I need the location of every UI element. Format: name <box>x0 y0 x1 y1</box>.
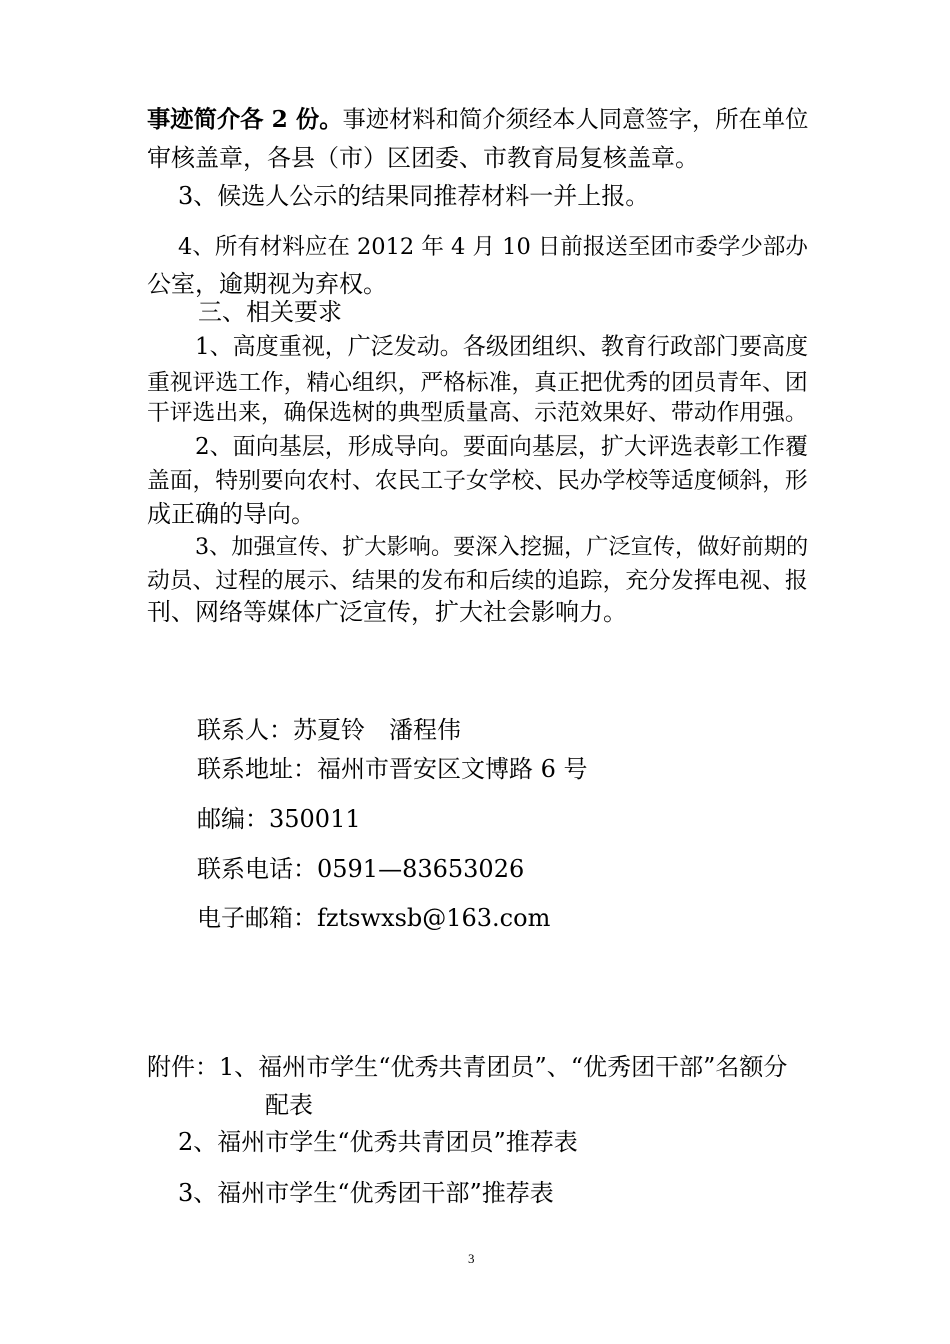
contact-phone: 联系电话：0591—83653026 <box>197 855 525 883</box>
attachment-2: 2、福州市学生“优秀共青团员”推荐表 <box>178 1128 578 1156</box>
req3-line3: 刊、网络等媒体广泛宣传，扩大社会影响力。 <box>147 598 627 626</box>
contact-person: 联系人：苏夏铃 潘程伟 <box>197 716 461 744</box>
para1-line2: 审核盖章，各县（市）区团委、市教育局复核盖章。 <box>147 144 699 172</box>
req3-line1: 3、加强宣传、扩大影响。要深入挖掘，广泛宣传，做好前期的 <box>195 534 809 560</box>
item3-text: 3、候选人公示的结果同推荐材料一并上报。 <box>178 182 650 210</box>
contact-address: 联系地址：福州市晋安区文博路 6 号 <box>197 755 588 783</box>
attachment-3: 3、福州市学生“优秀团干部”推荐表 <box>178 1179 554 1207</box>
para1-bold-lead: 事迹简介各 2 份。 <box>147 106 343 133</box>
req1-line3: 干评选出来，确保选树的典型质量高、示范效果好、带动作用强。 <box>147 400 808 426</box>
contact-email: 电子邮箱：fztswxsb@163.com <box>197 904 551 932</box>
req3-line2: 动员、过程的展示、结果的发布和后续的追踪，充分发挥电视、报 <box>147 568 808 594</box>
attachment-1-line2: 配表 <box>265 1091 313 1119</box>
para1-line1 <box>147 108 808 131</box>
page-number: 3 <box>468 1251 475 1266</box>
req2-line2: 盖面，特别要向农村、农民工子女学校、民办学校等适度倾斜，形 <box>147 468 808 494</box>
req2-line1: 2、面向基层，形成导向。要面向基层，扩大评选表彰工作覆 <box>195 434 809 460</box>
item4-line2: 公室，逾期视为弃权。 <box>147 270 387 298</box>
req2-line3: 成正确的导向。 <box>147 500 315 528</box>
req1-line1: 1、高度重视，广泛发动。各级团组织、教育行政部门要高度 <box>195 334 809 360</box>
attachment-1-line1: 附件：1、福州市学生“优秀共青团员”、“优秀团干部”名额分 <box>147 1053 788 1081</box>
contact-postcode: 邮编：350011 <box>197 805 361 833</box>
section-heading: 三、相关要求 <box>198 298 342 326</box>
para1-line1-rest: 事迹材料和简介须经本人同意签字，所在单位 <box>342 106 809 133</box>
item4-line1: 4、所有材料应在 2012 年 4 月 10 日前报送至团市委学少部办 <box>178 234 808 260</box>
req1-line2: 重视评选工作，精心组织，严格标准，真正把优秀的团员青年、团 <box>147 370 808 396</box>
